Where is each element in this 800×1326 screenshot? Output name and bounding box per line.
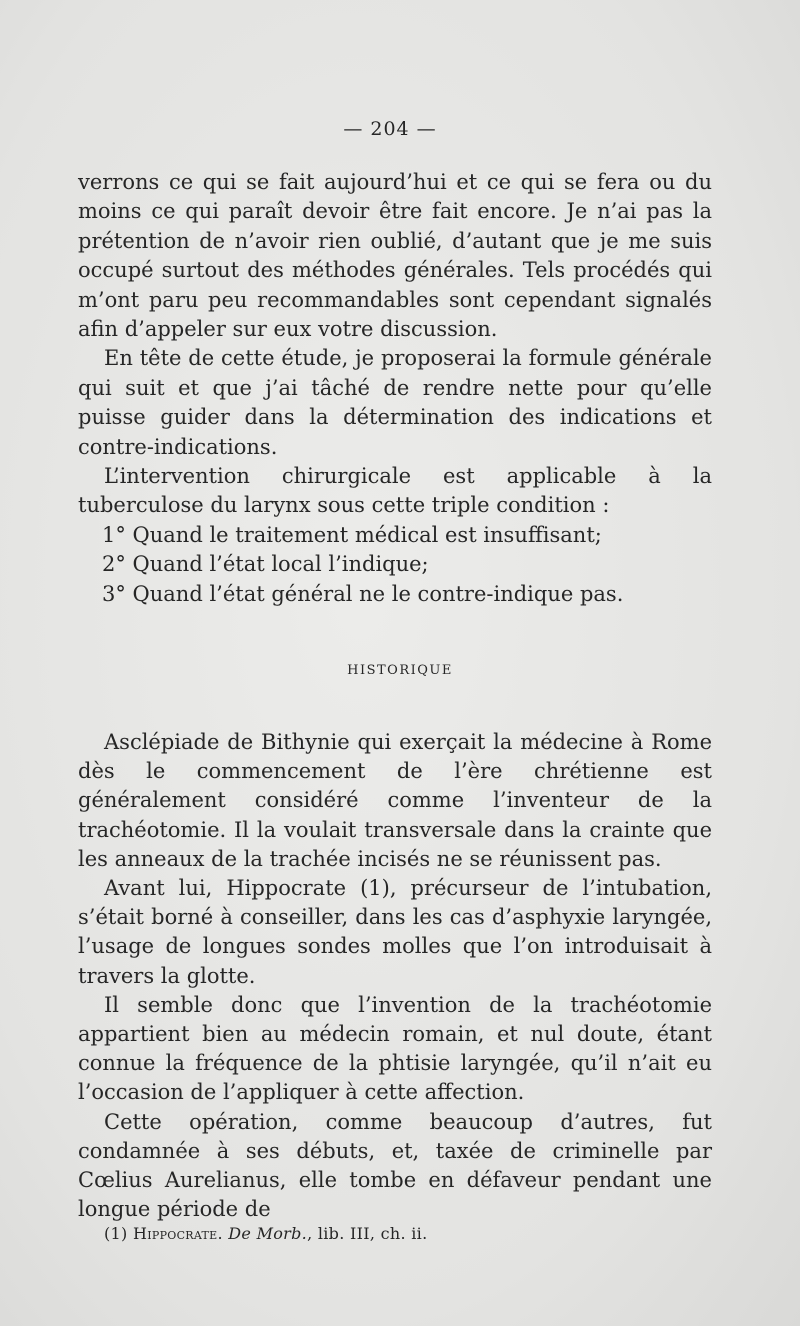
condition-item: 3° Quand l’état général ne le contre-indique pas. (102, 581, 624, 606)
footnote-work: De Morb. (228, 1224, 308, 1243)
condition-item: 1° Quand le traitement médical est insuffisant; (102, 522, 602, 547)
footnote-author: Hippocrate. (132, 1224, 223, 1243)
paragraph: En tête de cette étude, je proposerai la formule générale qui suit et que j’ai tâché de rendre nette pour qu’elle puisse guider dans la détermination des indications et contre-indications. (78, 346, 712, 459)
intro-text (78, 168, 712, 609)
paragraph: Avant lui, Hippocrate (1), précurseur de l’intubation, s’était borné à conseiller, dans les cas d’asphyxie laryngée, l’usage de longues sondes molles que l’on introduisait à travers la glotte. (78, 876, 712, 988)
footnote-reference: , lib. III, ch. ii. (307, 1224, 428, 1243)
history-text (78, 728, 712, 1224)
paragraph: verrons ce qui se fait aujourd’hui et ce qui se fera ou du moins ce qui paraît devoir être fait encore. Je n’ai pas la prétention de n’avoir rien oublié, d’autant que je me suis occupé surtout des méthodes générales. Tels procédés qui m’ont paru peu recommandables sont cependant signalés afin d’appeler sur eux votre discussion. (78, 170, 712, 342)
paragraph: Il semble donc que l’invention de la trachéotomie appartient bien au médecin romain, et nul doute, étant connue la fréquence de la phtisie laryngée, qu’il n’ait eu l’occasion de l’appliquer à cette affection. (78, 992, 712, 1105)
footnote-marker: (1) (104, 1224, 128, 1243)
paragraph: L’intervention chirurgicale est applicable à la tuberculose du larynx sous cette triple condition : (78, 464, 712, 518)
condition-item: 2° Quand l’état local l’indique; (102, 552, 429, 577)
conditions-list (78, 521, 712, 609)
section-heading: HISTORIQUE (347, 663, 453, 678)
paragraph: Cette opération, comme beaucoup d’autres, fut condamnée à ses débuts, et, taxée de criminelle par Cœlius Aurelianus, elle tombe en défaveur pendant une longue période de (78, 1109, 712, 1222)
footnote (104, 1224, 724, 1243)
paragraph: Asclépiade de Bithynie qui exerçait la médecine à Rome dès le commencement de l’ère chrétienne est généralement considéré comme l’inventeur de la trachéotomie. Il la voulait transversale dans la crainte que les anneaux de la trachée incisés ne se réunissent pas. (78, 730, 712, 871)
page-number: — 204 — (343, 118, 437, 140)
